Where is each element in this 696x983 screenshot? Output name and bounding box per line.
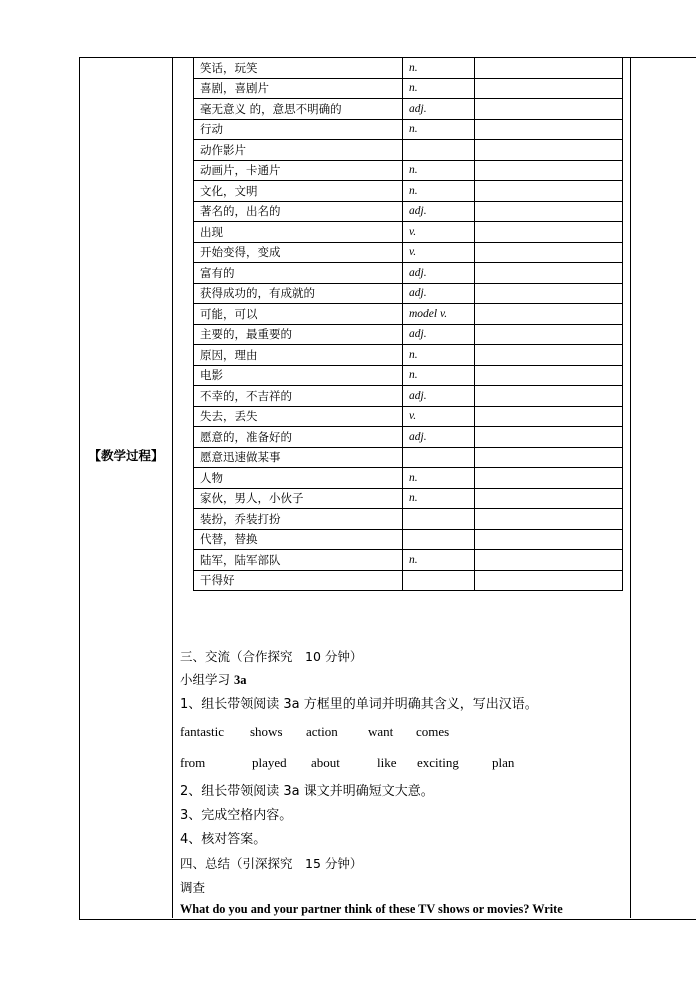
vocab-blank bbox=[475, 58, 623, 79]
vocab-part-of-speech: n. bbox=[403, 468, 475, 489]
word: fantastic bbox=[180, 724, 225, 739]
vocab-chinese: 行动 bbox=[194, 119, 403, 140]
word-list-line-1 bbox=[180, 721, 466, 740]
vocab-chinese: 动作影片 bbox=[194, 140, 403, 161]
vocab-row bbox=[194, 119, 623, 140]
survey-question: What do you and your partner think of these TV shows or movies? Write bbox=[180, 902, 563, 916]
step-1: 1、组长带领阅读 3a 方框里的单词并明确其含义，写出汉语。 bbox=[180, 697, 538, 712]
vocab-row bbox=[194, 99, 623, 120]
vocab-blank bbox=[475, 324, 623, 345]
word: about bbox=[311, 755, 340, 770]
vocab-blank bbox=[475, 509, 623, 530]
vocab-part-of-speech: n. bbox=[403, 78, 475, 99]
vocab-part-of-speech: model v. bbox=[403, 304, 475, 325]
vocab-blank bbox=[475, 570, 623, 591]
vocab-part-of-speech: n. bbox=[403, 58, 475, 79]
vocab-blank bbox=[475, 345, 623, 366]
part3-heading: 三、交流（合作探究 10 分钟） bbox=[180, 649, 363, 664]
vocab-blank bbox=[475, 201, 623, 222]
vocab-part-of-speech: adj. bbox=[403, 427, 475, 448]
vocab-chinese: 陆军，陆军部队 bbox=[194, 550, 403, 571]
vocab-part-of-speech: v. bbox=[403, 406, 475, 427]
vocab-row bbox=[194, 201, 623, 222]
vocab-blank bbox=[475, 406, 623, 427]
word: comes bbox=[416, 724, 450, 739]
vocab-part-of-speech: n. bbox=[403, 365, 475, 386]
group-study-prefix: 小组学习 bbox=[180, 672, 234, 687]
vocab-blank bbox=[475, 447, 623, 468]
vocab-part-of-speech bbox=[403, 529, 475, 550]
vocab-row bbox=[194, 283, 623, 304]
vocab-part-of-speech: adj. bbox=[403, 386, 475, 407]
word: plan bbox=[492, 755, 515, 770]
step-4: 4、核对答案。 bbox=[180, 832, 267, 847]
vocab-part-of-speech bbox=[403, 570, 475, 591]
vocab-blank bbox=[475, 160, 623, 181]
vocab-row bbox=[194, 58, 623, 79]
vocab-row bbox=[194, 550, 623, 571]
vocab-part-of-speech: n. bbox=[403, 160, 475, 181]
vocab-part-of-speech: n. bbox=[403, 345, 475, 366]
vocab-row bbox=[194, 570, 623, 591]
vocab-part-of-speech: adj. bbox=[403, 201, 475, 222]
word: like bbox=[377, 755, 397, 770]
vocab-blank bbox=[475, 488, 623, 509]
vocab-row bbox=[194, 160, 623, 181]
vocab-chinese: 家伙，男人，小伙子 bbox=[194, 488, 403, 509]
vocab-part-of-speech: v. bbox=[403, 242, 475, 263]
vocab-row bbox=[194, 242, 623, 263]
vocab-row bbox=[194, 488, 623, 509]
vocab-blank bbox=[475, 468, 623, 489]
vocab-part-of-speech: v. bbox=[403, 222, 475, 243]
vocab-part-of-speech bbox=[403, 509, 475, 530]
vocab-part-of-speech: n. bbox=[403, 488, 475, 509]
section-label: 【教学过程】 bbox=[88, 448, 164, 463]
vocab-blank bbox=[475, 99, 623, 120]
vocab-row bbox=[194, 406, 623, 427]
vocab-blank bbox=[475, 283, 623, 304]
vocab-chinese: 获得成功的，有成就的 bbox=[194, 283, 403, 304]
word: shows bbox=[250, 724, 283, 739]
vocab-row bbox=[194, 529, 623, 550]
vocab-part-of-speech: n. bbox=[403, 550, 475, 571]
column-divider-left bbox=[172, 57, 173, 918]
vocab-chinese: 文化，文明 bbox=[194, 181, 403, 202]
vocab-row bbox=[194, 447, 623, 468]
vocab-part-of-speech: n. bbox=[403, 181, 475, 202]
word-list-line-2 bbox=[180, 752, 532, 771]
word: from bbox=[180, 755, 206, 770]
vocab-row bbox=[194, 427, 623, 448]
vocab-chinese: 可能，可以 bbox=[194, 304, 403, 325]
vocab-blank bbox=[475, 119, 623, 140]
vocab-chinese: 愿意迅速做某事 bbox=[194, 447, 403, 468]
vocab-part-of-speech: adj. bbox=[403, 263, 475, 284]
vocab-chinese: 笑话，玩笑 bbox=[194, 58, 403, 79]
step-2: 2、组长带领阅读 3a 课文并明确短文大意。 bbox=[180, 784, 434, 799]
vocab-blank bbox=[475, 242, 623, 263]
vocab-blank bbox=[475, 263, 623, 284]
column-divider-right bbox=[630, 57, 631, 918]
vocab-chinese: 主要的，最重要的 bbox=[194, 324, 403, 345]
vocab-row bbox=[194, 304, 623, 325]
survey-label: 调查 bbox=[180, 880, 206, 895]
vocab-chinese: 出现 bbox=[194, 222, 403, 243]
vocab-chinese: 人物 bbox=[194, 468, 403, 489]
vocab-chinese: 失去，丢失 bbox=[194, 406, 403, 427]
vocab-row bbox=[194, 365, 623, 386]
step-3: 3、完成空格内容。 bbox=[180, 808, 293, 823]
vocab-blank bbox=[475, 181, 623, 202]
group-study-number: 3a bbox=[233, 673, 247, 687]
vocab-chinese: 喜剧，喜剧片 bbox=[194, 78, 403, 99]
vocab-blank bbox=[475, 529, 623, 550]
vocab-part-of-speech: n. bbox=[403, 119, 475, 140]
vocab-blank bbox=[475, 140, 623, 161]
vocab-blank bbox=[475, 304, 623, 325]
vocab-chinese: 愿意的，准备好的 bbox=[194, 427, 403, 448]
vocab-row bbox=[194, 263, 623, 284]
vocab-chinese: 电影 bbox=[194, 365, 403, 386]
vocab-chinese: 不幸的，不吉祥的 bbox=[194, 386, 403, 407]
vocab-row bbox=[194, 78, 623, 99]
vocab-row bbox=[194, 222, 623, 243]
vocab-part-of-speech: adj. bbox=[403, 324, 475, 345]
vocab-blank bbox=[475, 222, 623, 243]
vocab-row bbox=[194, 345, 623, 366]
part4-heading: 四、总结（引深探究 15 分钟） bbox=[180, 856, 363, 871]
vocab-chinese: 装扮，乔装打扮 bbox=[194, 509, 403, 530]
word: exciting bbox=[417, 755, 459, 770]
vocab-blank bbox=[475, 386, 623, 407]
vocabulary-table bbox=[193, 57, 623, 591]
vocab-part-of-speech bbox=[403, 140, 475, 161]
vocab-blank bbox=[475, 365, 623, 386]
vocab-blank bbox=[475, 550, 623, 571]
vocab-part-of-speech: adj. bbox=[403, 99, 475, 120]
group-study-heading bbox=[180, 670, 246, 688]
vocab-part-of-speech: adj. bbox=[403, 283, 475, 304]
vocab-row bbox=[194, 181, 623, 202]
word: played bbox=[252, 755, 287, 770]
vocab-blank bbox=[475, 427, 623, 448]
vocab-row bbox=[194, 468, 623, 489]
vocab-chinese: 干得好 bbox=[194, 570, 403, 591]
vocab-chinese: 富有的 bbox=[194, 263, 403, 284]
vocab-row bbox=[194, 140, 623, 161]
word: want bbox=[368, 724, 394, 739]
vocab-chinese: 著名的，出名的 bbox=[194, 201, 403, 222]
vocab-chinese: 动画片，卡通片 bbox=[194, 160, 403, 181]
vocab-chinese: 原因，理由 bbox=[194, 345, 403, 366]
vocab-chinese: 毫无意义 的，意思不明确的 bbox=[194, 99, 403, 120]
vocab-row bbox=[194, 386, 623, 407]
vocab-row bbox=[194, 324, 623, 345]
vocab-blank bbox=[475, 78, 623, 99]
word: action bbox=[306, 724, 338, 739]
vocab-part-of-speech bbox=[403, 447, 475, 468]
vocab-row bbox=[194, 509, 623, 530]
vocab-chinese: 代替，替换 bbox=[194, 529, 403, 550]
vocab-chinese: 开始变得，变成 bbox=[194, 242, 403, 263]
